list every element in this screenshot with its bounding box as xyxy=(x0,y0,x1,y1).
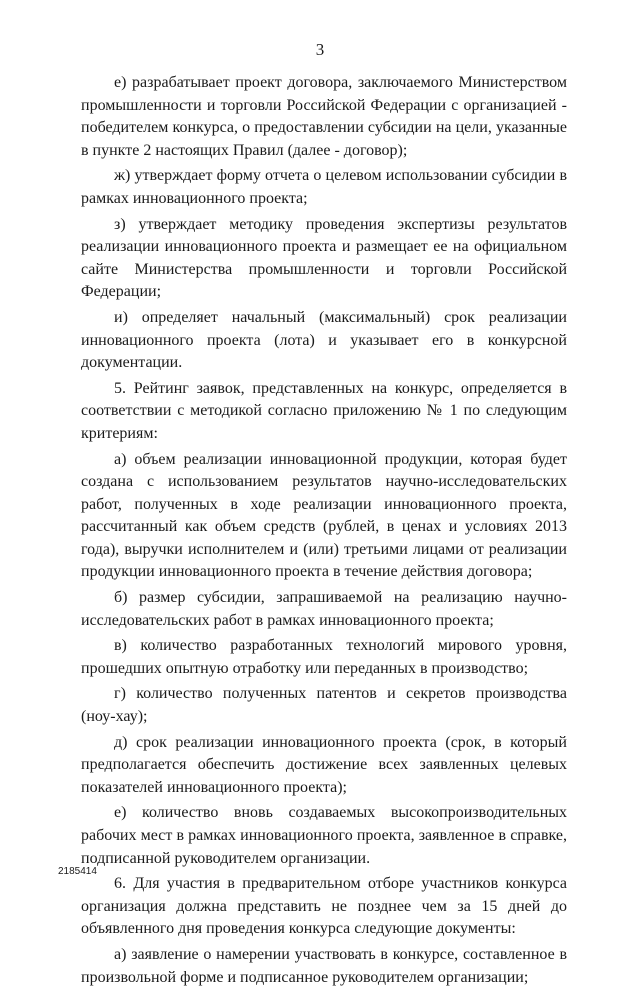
criterion-d-term: д) срок реализации инновационного проекта (срок, в который предполагается обеспечить достижение всех заявленных целевых показателей инновационного проекта); xyxy=(81,733,567,796)
criterion-e-jobs: е) количество вновь создаваемых высокопроизводительных рабочих мест в рамках инновационного проекта, заявленное в справке, подписанной руководителем организации. xyxy=(81,804,567,867)
document-body xyxy=(81,72,567,989)
criterion-v-technologies: в) количество разработанных технологий мирового уровня, прошедших опытную отработку или переданных в производство; xyxy=(81,637,567,677)
document-a-application: а) заявление о намерении участвовать в конкурсе, составленное в произвольной форме и подписанное руководителем организации; xyxy=(81,945,567,986)
paragraph-z-methodology: з) утверждает методику проведения экспертизы результатов реализации инновационного проекта и размещает ее на официальном сайте Министерства промышленности и торговли Российской Федерации; xyxy=(81,215,567,301)
document-code: 2185414 xyxy=(58,866,97,877)
criterion-b-subsidy: б) размер субсидии, запрашиваемой на реализацию научно-исследовательских работ в рамках инновационного проекта; xyxy=(81,589,567,629)
paragraph-e-contract: е) разрабатывает проект договора, заключаемого Министерством промышленности и торговли Российской Федерации с организацией - победителем конкурса, о предоставлении субсидии на цели, указанные в пункте 2 настоящих Правил (далее - договор); xyxy=(81,74,567,159)
paragraph-6-participation: 6. Для участия в предварительном отборе участников конкурса организация должна представить не позднее чем за 15 дней до объявленного дня проведения конкурса следующие документы: xyxy=(81,875,567,938)
criterion-a-volume: а) объем реализации инновационной продукции, которая будет создана с использованием результатов научно-исследовательских работ, полученных в ходе реализации инновационного проекта, рассчитанный как объем средств (рублей, в ценах и условиях 2013 года), выручки исполнителем и (или) третьими лицами от реализации продукции инновационного проекта в течение действия договора; xyxy=(81,450,567,581)
paragraph-zh-report-form: ж) утверждает форму отчета о целевом использовании субсидии в рамках инновационного проекта; xyxy=(81,167,567,207)
criterion-g-patents: г) количество полученных патентов и секретов производства (ноу-хау); xyxy=(81,685,567,726)
page-number: 3 xyxy=(315,40,325,59)
paragraph-i-term: и) определяет начальный (максимальный) срок реализации инновационного проекта (лота) и указывает его в конкурсной документации. xyxy=(81,308,567,372)
paragraph-5-rating: 5. Рейтинг заявок, представленных на конкурс, определяется в соответствии с методикой согласно приложению № 1 по следующим критериям: xyxy=(81,379,567,442)
